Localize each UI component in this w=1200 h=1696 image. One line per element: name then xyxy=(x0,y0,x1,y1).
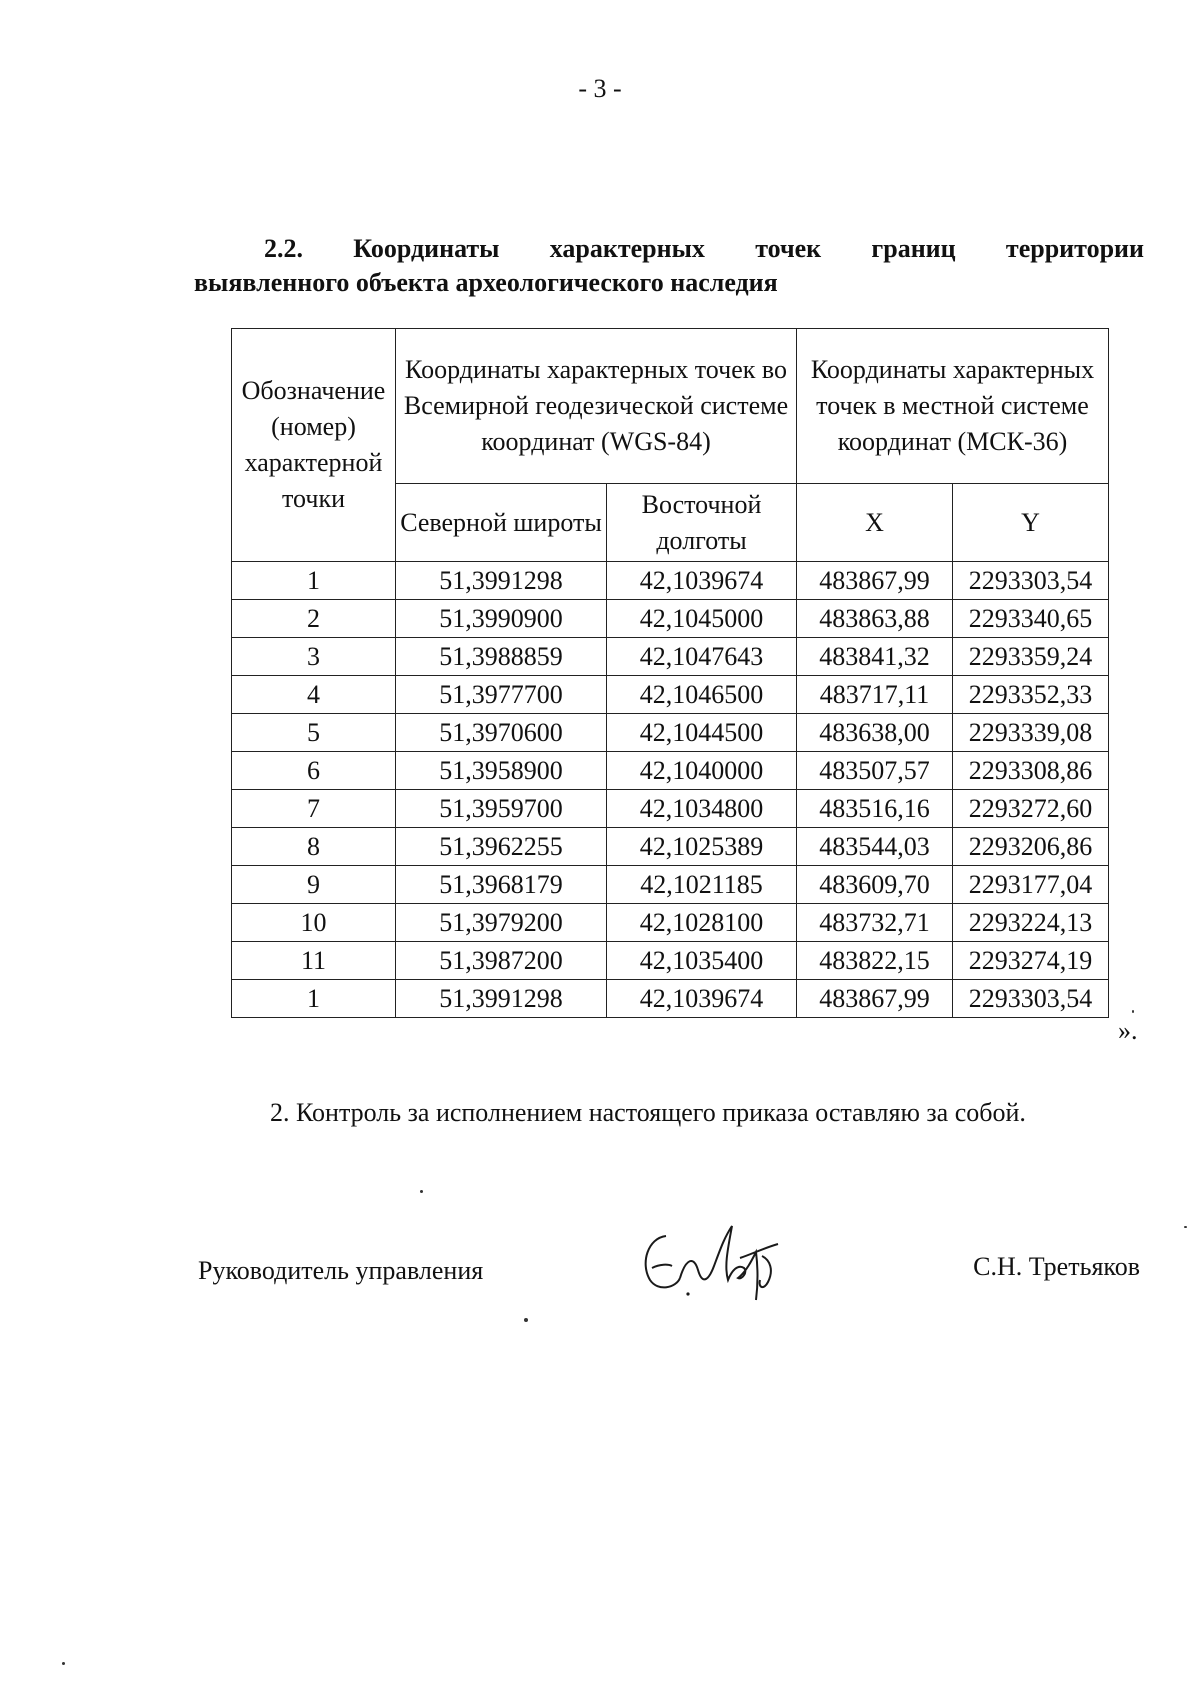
heading-word: точек xyxy=(755,234,822,263)
cell-point-number: 6 xyxy=(232,752,396,790)
cell-east-longitude: 42,1040000 xyxy=(607,752,797,790)
cell-east-longitude: 42,1044500 xyxy=(607,714,797,752)
cell-point-number: 7 xyxy=(232,790,396,828)
scan-speck xyxy=(420,1190,423,1193)
cell-east-longitude: 42,1035400 xyxy=(607,942,797,980)
cell-y-coordinate: 2293303,54 xyxy=(953,980,1109,1018)
cell-east-longitude: 42,1047643 xyxy=(607,638,797,676)
cell-y-coordinate: 2293274,19 xyxy=(953,942,1109,980)
header-east-longitude: Восточной долготы xyxy=(607,484,797,562)
cell-y-coordinate: 2293177,04 xyxy=(953,866,1109,904)
cell-point-number: 10 xyxy=(232,904,396,942)
control-paragraph: 2. Контроль за исполнением настоящего приказа оставляю за собой. xyxy=(270,1098,1026,1127)
cell-y-coordinate: 2293303,54 xyxy=(953,562,1109,600)
cell-north-latitude: 51,3990900 xyxy=(396,600,607,638)
table-row xyxy=(232,752,1109,790)
cell-x-coordinate: 483516,16 xyxy=(797,790,953,828)
table-row xyxy=(232,866,1109,904)
cell-east-longitude: 42,1039674 xyxy=(607,562,797,600)
cell-x-coordinate: 483822,15 xyxy=(797,942,953,980)
header-designation: Обозначение (номер) характерной точки xyxy=(232,329,396,562)
section-heading xyxy=(194,232,1144,300)
cell-east-longitude: 42,1046500 xyxy=(607,676,797,714)
scan-speck xyxy=(524,1318,528,1322)
scan-speck xyxy=(62,1662,65,1665)
cell-east-longitude: 42,1045000 xyxy=(607,600,797,638)
cell-y-coordinate: 2293340,65 xyxy=(953,600,1109,638)
table-row xyxy=(232,904,1109,942)
heading-number: 2.2. xyxy=(264,234,303,263)
closing-quote: ». xyxy=(1118,1016,1138,1045)
header-msk36-group: Координаты характерных точек в местной системе координат (МСК-36) xyxy=(797,329,1109,484)
cell-x-coordinate: 483638,00 xyxy=(797,714,953,752)
cell-point-number: 9 xyxy=(232,866,396,904)
cell-x-coordinate: 483863,88 xyxy=(797,600,953,638)
header-x: X xyxy=(797,484,953,562)
cell-x-coordinate: 483717,11 xyxy=(797,676,953,714)
cell-north-latitude: 51,3991298 xyxy=(396,980,607,1018)
signer-position: Руководитель управления xyxy=(198,1256,484,1285)
table-row xyxy=(232,714,1109,752)
cell-north-latitude: 51,3991298 xyxy=(396,562,607,600)
cell-x-coordinate: 483867,99 xyxy=(797,562,953,600)
signature-block xyxy=(198,1238,1140,1328)
heading-word: территории xyxy=(1005,234,1144,263)
heading-line-1 xyxy=(194,232,1144,266)
coordinates-table xyxy=(231,328,1109,1018)
table-row xyxy=(232,600,1109,638)
heading-word: границ xyxy=(871,234,956,263)
cell-point-number: 5 xyxy=(232,714,396,752)
header-wgs84-group: Координаты характерных точек во Всемирной геодезической системе координат (WGS-84) xyxy=(396,329,797,484)
cell-x-coordinate: 483732,71 xyxy=(797,904,953,942)
table-row xyxy=(232,828,1109,866)
table-row xyxy=(232,638,1109,676)
cell-point-number: 2 xyxy=(232,600,396,638)
page-number: - 3 - xyxy=(578,74,622,103)
cell-y-coordinate: 2293272,60 xyxy=(953,790,1109,828)
cell-north-latitude: 51,3958900 xyxy=(396,752,607,790)
cell-north-latitude: 51,3979200 xyxy=(396,904,607,942)
cell-x-coordinate: 483609,70 xyxy=(797,866,953,904)
cell-y-coordinate: 2293224,13 xyxy=(953,904,1109,942)
cell-y-coordinate: 2293206,86 xyxy=(953,828,1109,866)
cell-x-coordinate: 483841,32 xyxy=(797,638,953,676)
table-row xyxy=(232,676,1109,714)
cell-east-longitude: 42,1034800 xyxy=(607,790,797,828)
cell-east-longitude: 42,1028100 xyxy=(607,904,797,942)
cell-north-latitude: 51,3968179 xyxy=(396,866,607,904)
table-row xyxy=(232,562,1109,600)
cell-point-number: 8 xyxy=(232,828,396,866)
heading-word: Координаты xyxy=(353,234,500,263)
table-row xyxy=(232,790,1109,828)
cell-east-longitude: 42,1021185 xyxy=(607,866,797,904)
heading-line-2: выявленного объекта археологического наследия xyxy=(194,268,778,297)
cell-north-latitude: 51,3988859 xyxy=(396,638,607,676)
cell-x-coordinate: 483867,99 xyxy=(797,980,953,1018)
cell-north-latitude: 51,3959700 xyxy=(396,790,607,828)
cell-x-coordinate: 483544,03 xyxy=(797,828,953,866)
cell-north-latitude: 51,3970600 xyxy=(396,714,607,752)
handwritten-signature xyxy=(628,1208,798,1318)
table-row xyxy=(232,942,1109,980)
cell-point-number: 1 xyxy=(232,980,396,1018)
cell-y-coordinate: 2293359,24 xyxy=(953,638,1109,676)
scan-speck xyxy=(1132,1010,1134,1013)
cell-east-longitude: 42,1025389 xyxy=(607,828,797,866)
heading-word: характерных xyxy=(549,234,705,263)
header-north-latitude: Северной широты xyxy=(396,484,607,562)
cell-point-number: 4 xyxy=(232,676,396,714)
cell-point-number: 3 xyxy=(232,638,396,676)
cell-point-number: 1 xyxy=(232,562,396,600)
cell-north-latitude: 51,3977700 xyxy=(396,676,607,714)
cell-north-latitude: 51,3987200 xyxy=(396,942,607,980)
cell-y-coordinate: 2293308,86 xyxy=(953,752,1109,790)
table-row xyxy=(232,980,1109,1018)
scan-speck xyxy=(1184,1226,1187,1228)
table-body xyxy=(232,562,1109,1018)
cell-point-number: 11 xyxy=(232,942,396,980)
cell-y-coordinate: 2293339,08 xyxy=(953,714,1109,752)
cell-east-longitude: 42,1039674 xyxy=(607,980,797,1018)
cell-x-coordinate: 483507,57 xyxy=(797,752,953,790)
header-y: Y xyxy=(953,484,1109,562)
signer-name: С.Н. Третьяков xyxy=(973,1252,1140,1281)
cell-north-latitude: 51,3962255 xyxy=(396,828,607,866)
cell-y-coordinate: 2293352,33 xyxy=(953,676,1109,714)
